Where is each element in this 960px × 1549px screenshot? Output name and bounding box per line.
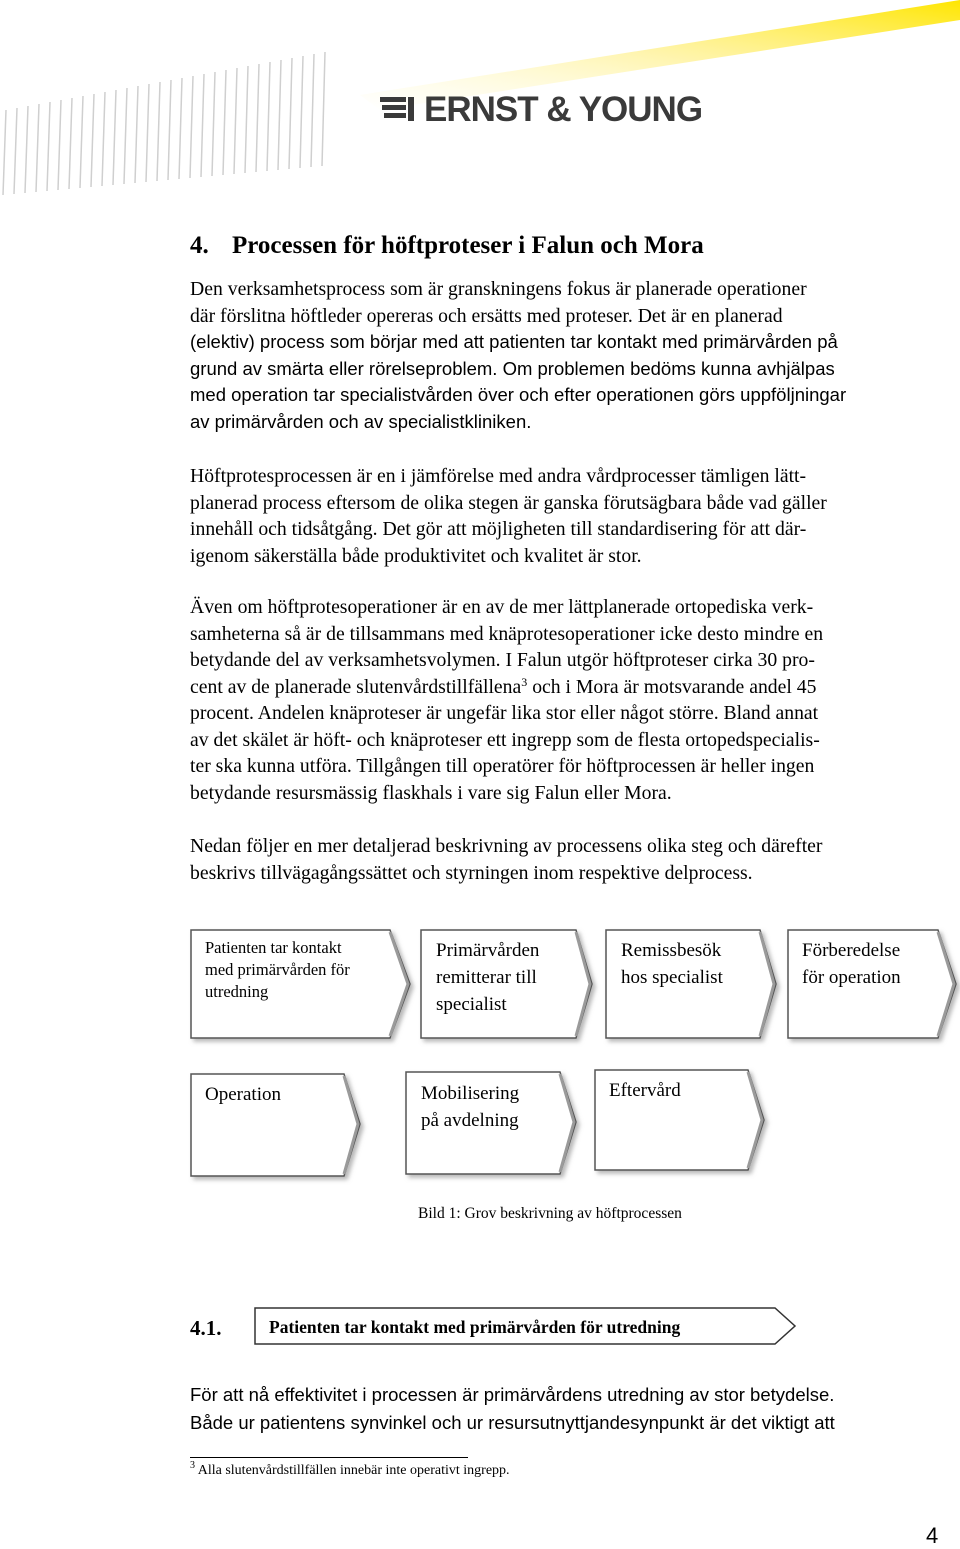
text-line: planerad process eftersom de olika stegen är ganska förutsägbara både vad gäller xyxy=(190,491,827,514)
stripe-line xyxy=(102,92,105,186)
page-number: 4 xyxy=(926,1523,939,1548)
paragraph-2 xyxy=(190,463,940,569)
ernst-young-logo xyxy=(380,90,702,130)
step-line: för operation xyxy=(802,967,901,988)
step-line: hos specialist xyxy=(621,967,723,988)
text-line: ter ska kunna utföra. Tillgången till operatörer för höftprocessen är heller ingen xyxy=(190,755,815,777)
paragraph-1 xyxy=(190,276,940,435)
stripe-line xyxy=(157,82,160,181)
step-line: Förberedelse xyxy=(802,940,901,961)
subsection-number: 4.1. xyxy=(190,1316,222,1340)
stripe-line xyxy=(322,52,325,166)
text-line: För att nå effektivitet i processen är primärvårdens utredning av stor betydelse. xyxy=(190,1384,835,1405)
step-line: Eftervård xyxy=(609,1080,681,1101)
process-step-label xyxy=(802,937,901,991)
text-line: betydande del av verksamhetsvolymen. I Falun utgör höftproteser cirka 30 pro- xyxy=(190,649,815,671)
text-line-start: cent av de planerade slutenvårdstillfällena xyxy=(190,675,522,698)
ey-bars-icon xyxy=(380,95,416,125)
text-line: grund av smärta eller rörelseproblem. Om problemen bedöms kunna avhjälpas xyxy=(190,357,835,379)
step-line: Operation xyxy=(205,1084,281,1105)
footnote-divider xyxy=(190,1457,468,1458)
text-line: där förslitna höftleder opereras och ersätts med proteser. Det är en planerad xyxy=(190,304,783,327)
process-step-label xyxy=(205,1081,281,1108)
text-line: med operation tar specialistvården över och efter operationen görs uppföljningar xyxy=(190,384,847,405)
process-step-label xyxy=(421,1080,519,1134)
text-line: av det skälet är höft- och knäproteser ett ingrepp som de flesta ortopedspecialis- xyxy=(190,728,820,751)
paragraph-4 xyxy=(190,833,940,886)
process-step-label xyxy=(436,937,539,1018)
step-line: specialist xyxy=(436,994,507,1015)
text-line: innehåll och tidsåtgång. Det gör att möjligheten till standardisering för att där- xyxy=(190,518,807,540)
text-line: samheterna så är de tillsammans med knäprotesoperationer icke desto mindre en xyxy=(190,622,824,645)
stripe-line xyxy=(168,80,171,180)
stripe-line xyxy=(289,58,292,169)
footnote-number: 3 xyxy=(190,1460,195,1471)
text-line: Höftprotesprocessen är en i jämförelse med andra vårdprocesser tämligen lätt- xyxy=(190,465,807,487)
stripe-line xyxy=(135,86,138,183)
stripe-line xyxy=(91,94,94,187)
step-line: på avdelning xyxy=(421,1110,519,1131)
stripe-line xyxy=(80,96,83,188)
stripe-line xyxy=(146,84,149,182)
text-line xyxy=(190,674,940,701)
grey-stripes xyxy=(3,52,325,195)
step-line: utredning xyxy=(205,982,269,1001)
stripe-line xyxy=(179,78,182,179)
text-line: beskrivs tillvägagångssättet och styrningen inom respektive delprocess. xyxy=(190,861,753,884)
stripe-line xyxy=(124,88,127,184)
stripe-line xyxy=(25,106,28,193)
footnote xyxy=(190,1460,510,1479)
stripe-line xyxy=(267,62,270,171)
section-number: 4. xyxy=(190,232,209,259)
step-line: Patienten tar kontakt xyxy=(205,938,342,957)
closing-paragraph xyxy=(190,1381,940,1437)
text-line: Både ur patientens synvinkel och ur resursutnyttjandesynpunkt är det viktigt att xyxy=(190,1412,835,1433)
stripe-line xyxy=(14,108,17,194)
stripe-line xyxy=(58,100,61,190)
process-step-label xyxy=(621,937,723,991)
text-line: Även om höftprotesoperationer är en av de mer lättplanerade ortopediska verk- xyxy=(190,596,814,618)
stripe-line xyxy=(278,60,281,170)
paragraph-3 xyxy=(190,594,940,806)
stripe-line xyxy=(234,68,237,174)
text-line: av primärvården och av specialistkliniken. xyxy=(190,410,532,432)
text-line: Den verksamhetsprocess som är granskningens fokus är planerade operationer xyxy=(190,278,807,300)
step-line: remitterar till xyxy=(436,967,537,988)
stripe-line xyxy=(311,54,314,167)
step-line: Primärvården xyxy=(436,940,540,961)
stripe-line xyxy=(36,104,39,192)
stripe-line xyxy=(3,110,6,195)
stripe-line xyxy=(201,74,204,177)
stripe-line xyxy=(113,90,116,185)
stripe-line xyxy=(190,76,193,178)
text-line: Nedan följer en mer detaljerad beskrivning av processens olika steg och därefter xyxy=(190,835,823,857)
text-line-end: och i Mora är motsvarande andel 45 xyxy=(527,675,817,698)
step-line: Mobilisering xyxy=(421,1083,520,1104)
text-line: betydande resursmässig flaskhals i vare sig Falun eller Mora. xyxy=(190,781,672,804)
step-line: Remissbesök xyxy=(621,940,722,961)
process-step-label xyxy=(205,937,350,1003)
section-title: Processen för höftproteser i Falun och Mora xyxy=(232,232,704,259)
text-line: (elektiv) process som börjar med att patienten tar kontakt med primärvården på xyxy=(190,331,838,352)
footnote-ref: 3 xyxy=(521,674,528,689)
stripe-line xyxy=(69,98,72,189)
text-line: procent. Andelen knäproteser är ungefär lika stor eller något större. Bland annat xyxy=(190,702,819,724)
section-heading xyxy=(190,232,704,260)
stripe-line xyxy=(256,64,259,172)
stripe-line xyxy=(212,72,215,176)
footnote-text: Alla slutenvårdstillfällen innebär inte operativt ingrepp. xyxy=(197,1463,510,1478)
stripe-line xyxy=(300,56,303,168)
process-step-label xyxy=(609,1077,681,1104)
logo-text: ERNST & YOUNG xyxy=(424,90,703,129)
stripe-line xyxy=(47,102,50,191)
text-line: igenom säkerställa både produktivitet och kvalitet är stor. xyxy=(190,544,642,567)
stripe-line xyxy=(245,66,248,173)
figure-caption: Bild 1: Grov beskrivning av höftprocessen xyxy=(418,1205,682,1222)
stripe-line xyxy=(223,70,226,175)
subsection-title: Patienten tar kontakt med primärvården för utredning xyxy=(269,1317,681,1337)
step-line: med primärvården för xyxy=(205,960,350,979)
